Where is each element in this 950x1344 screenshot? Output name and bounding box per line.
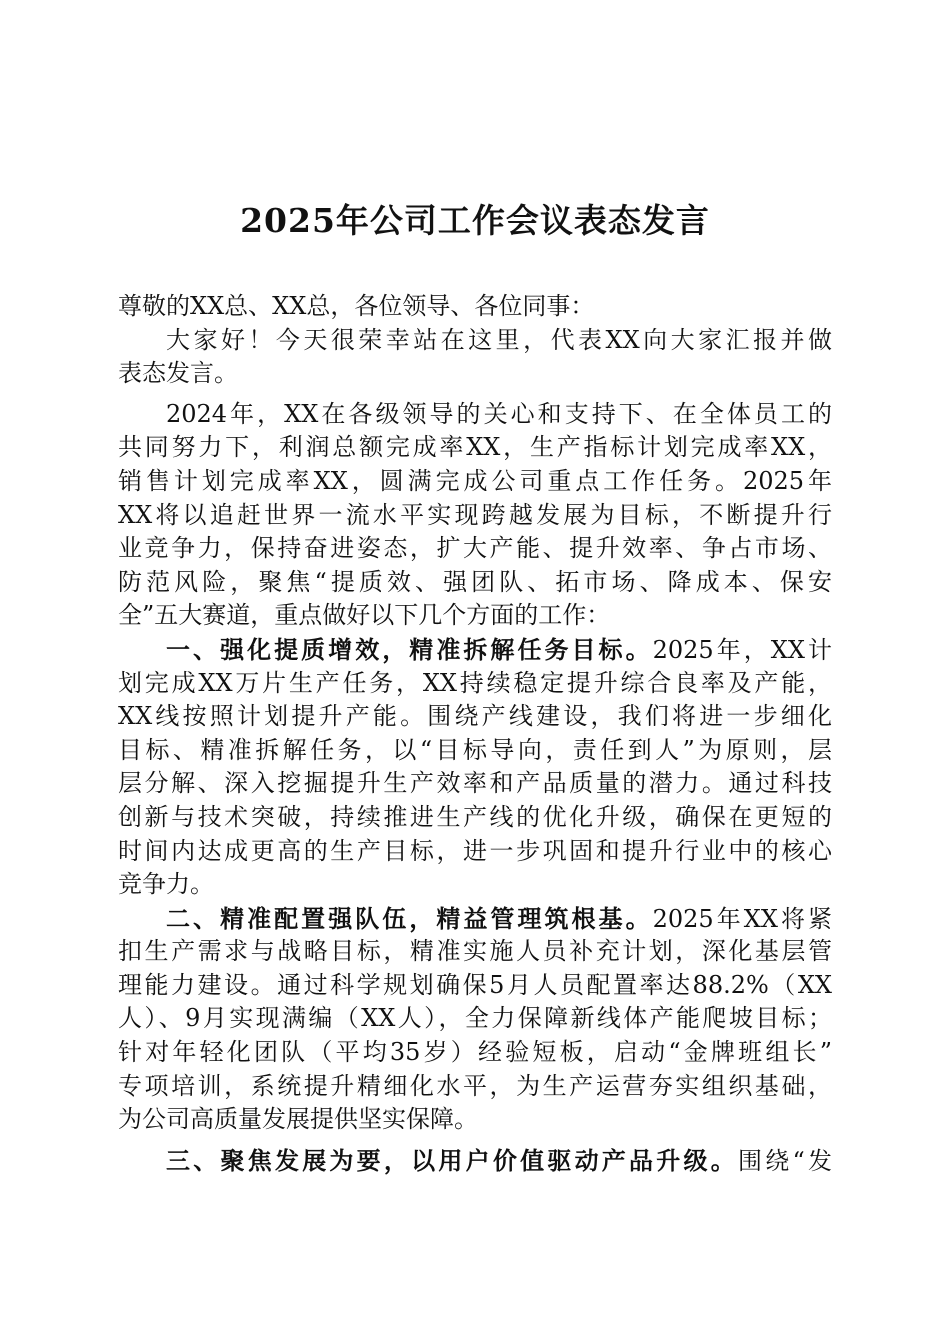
line-text: 针对年轻化团队（平均35岁）经验短板，启动“金牌班组长” (118, 1038, 832, 1067)
text-line (118, 969, 832, 1003)
paragraph-gap (118, 1137, 832, 1144)
text-line (118, 667, 832, 701)
section-heading: 三、聚焦发展为要，以用户价值驱动产品升级。 (166, 1145, 739, 1175)
text-line (118, 935, 832, 969)
line-text: 围绕“发 (738, 1146, 832, 1175)
line-text: 人）、9月实现满编（XX人），全力保障新线体产能爬坡目标； (118, 1004, 832, 1033)
text-line (118, 801, 832, 835)
text-line (118, 700, 832, 734)
line-text: 2025年，XX计 (652, 635, 833, 664)
text-line (118, 1103, 832, 1137)
line-text: 销售计划完成率XX，圆满完成公司重点工作任务。2025年 (118, 466, 832, 495)
line-text: 层分解、深入挖掘提升生产效率和产品质量的潜力。通过科技 (118, 769, 832, 798)
line-text: 表态发言。 (118, 359, 238, 388)
text-line (118, 499, 832, 533)
line-text: 时间内达成更高的生产目标，进一步巩固和提升行业中的核心 (118, 836, 832, 865)
text-line (118, 835, 832, 869)
text-line (118, 734, 832, 768)
text-line (118, 1070, 832, 1104)
text-line (118, 532, 832, 566)
text-line (118, 902, 832, 936)
line-text: 竞争力。 (118, 870, 214, 899)
line-text: 目标、精准拆解任务，以“目标导向，责任到人”为原则，层 (118, 735, 832, 764)
line-text: 专项培训，系统提升精细化水平，为生产运营夯实组织基础， (118, 1071, 832, 1100)
text-line (118, 290, 832, 324)
line-text: XX线按照计划提升产能。围绕产线建设，我们将进一步细化 (118, 702, 832, 731)
text-line (118, 398, 832, 432)
text-line (118, 1002, 832, 1036)
line-text: 划完成XX万片生产任务，XX持续稳定提升综合良率及产能， (118, 668, 832, 697)
document-body (118, 290, 832, 1177)
line-text: 理能力建设。通过科学规划确保5月人员配置率达88.2%（XX (118, 970, 832, 999)
text-line (118, 324, 832, 358)
text-line (118, 431, 832, 465)
line-text: 防范风险，聚焦“提质效、强团队、拓市场、降成本、保安 (118, 567, 832, 596)
line-text: 为公司高质量发展提供坚实保障。 (118, 1105, 478, 1134)
line-text: 创新与技术突破，持续推进生产线的优化升级，确保在更短的 (118, 802, 832, 831)
section-heading: 一、强化提质增效，精准拆解任务目标。 (166, 634, 653, 664)
text-line (118, 767, 832, 801)
text-line (118, 566, 832, 600)
line-text: 业竞争力，保持奋进姿态，扩大产能、提升效率、争占市场、 (118, 534, 832, 563)
text-line (118, 465, 832, 499)
text-line (118, 1144, 832, 1178)
text-line (118, 357, 832, 391)
text-line (118, 599, 832, 633)
text-line (118, 633, 832, 667)
paragraph-gap (118, 391, 832, 398)
line-text: 大家好！今天很荣幸站在这里，代表XX向大家汇报并做 (166, 325, 832, 354)
line-text: 扣生产需求与战略目标，精准实施人员补充计划，深化基层管 (118, 937, 832, 966)
line-text: 2025年XX将紧 (652, 904, 833, 933)
text-line (118, 1036, 832, 1070)
section-heading: 二、精准配置强队伍，精益管理筑根基。 (166, 903, 653, 933)
line-text: 全”五大赛道，重点做好以下几个方面的工作： (118, 601, 611, 630)
line-text: XX将以追赶世界一流水平实现跨越发展为目标，不断提升行 (118, 500, 832, 529)
line-text: 共同努力下，利润总额完成率XX，生产指标计划完成率XX， (118, 433, 832, 462)
line-text: 2024年，XX在各级领导的关心和支持下、在全体员工的 (166, 399, 832, 428)
document-title: 2025年公司工作会议表态发言 (240, 201, 710, 240)
line-text: 尊敬的XX总、XX总，各位领导、各位同事： (118, 292, 595, 320)
text-line (118, 868, 832, 902)
